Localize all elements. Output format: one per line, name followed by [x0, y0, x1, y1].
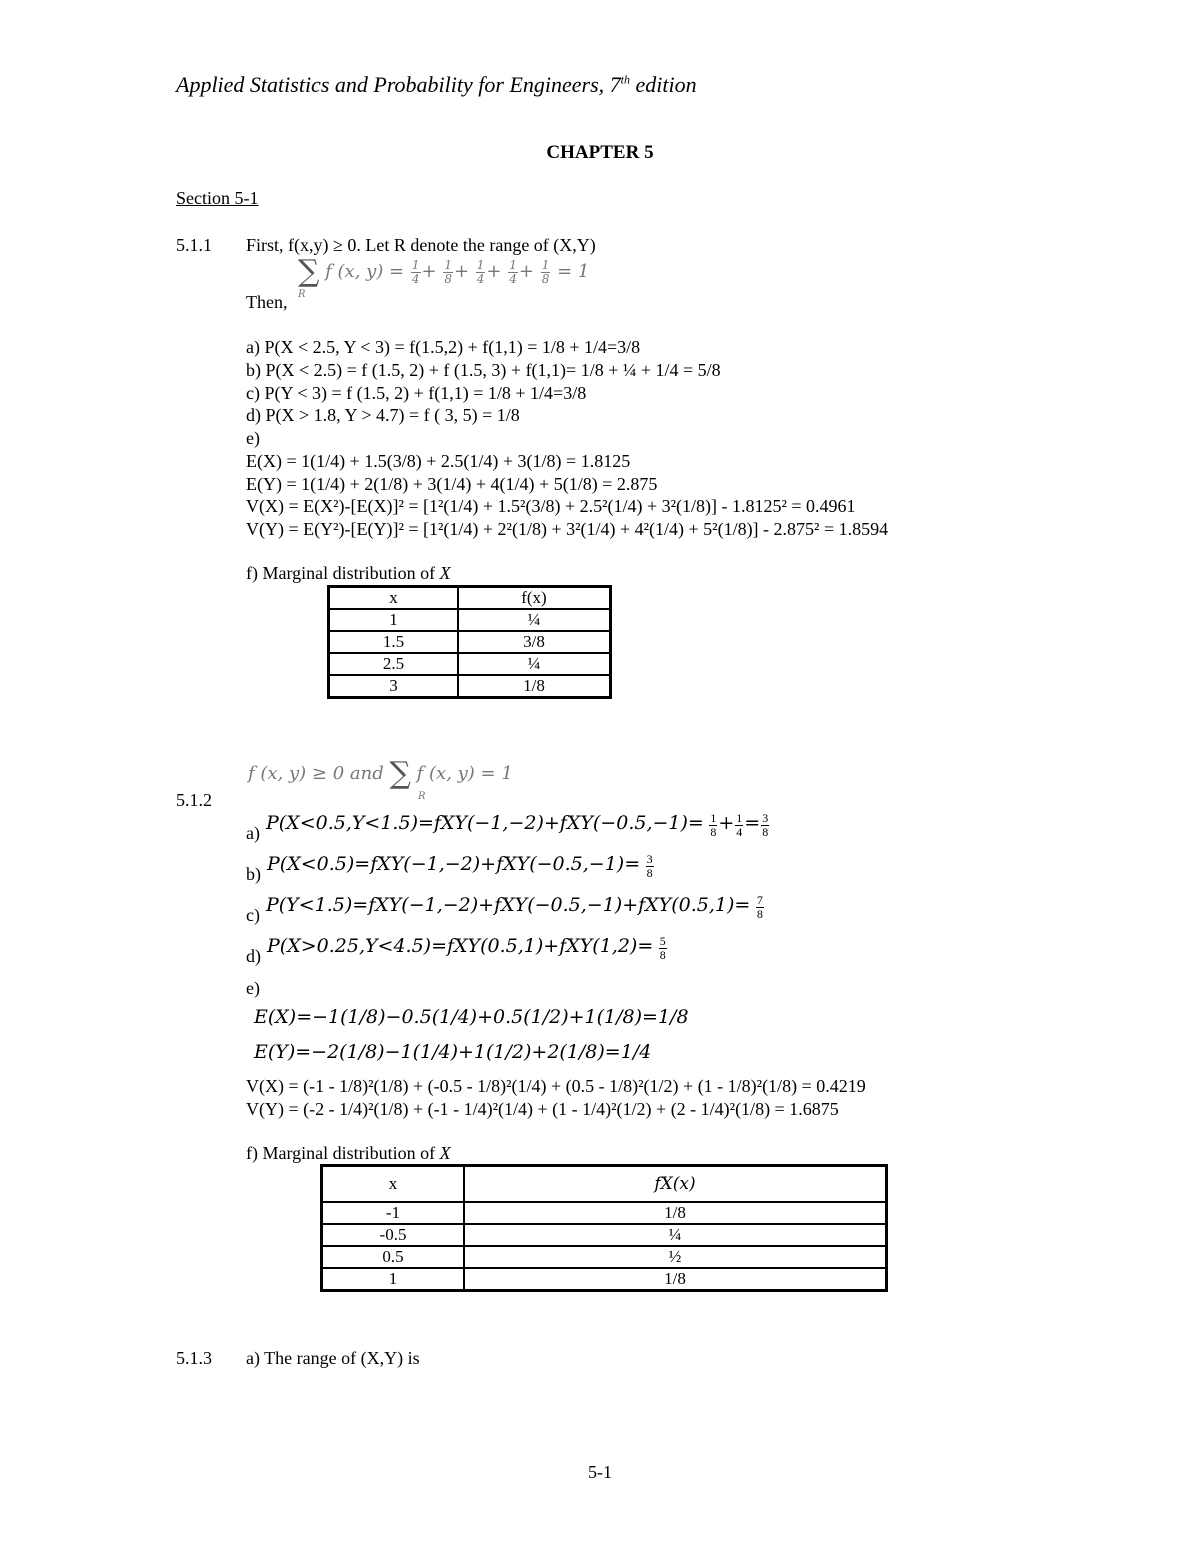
- p511-a: a) P(X < 2.5, Y < 3) = f(1.5,2) + f(1,1) = 1/8 + 1/4=3/8: [246, 337, 641, 357]
- table-cell: 0.5: [322, 1246, 465, 1268]
- table-row: [322, 1268, 887, 1291]
- p512-d: d) P(X>0.25,Y<4.5)=fXY(0.5,1)+fXY(1,2)= $\frac{5}{8}$: [246, 934, 666, 967]
- p512-f-label: f) Marginal distribution of X: [246, 1143, 451, 1163]
- chapter-title: CHAPTER 5: [546, 142, 654, 163]
- table-row: [329, 609, 611, 631]
- p511-f-label: f) Marginal distribution of X: [246, 563, 451, 583]
- p512-vx: V(X) = (-1 - 1/8)²(1/8) + (-0.5 - 1/8)²(1/4) + (0.5 - 1/8)²(1/2) + (1 - 1/8)²(1/8) = 0.4219: [246, 1076, 866, 1096]
- table-cell: ¼: [458, 609, 611, 631]
- table-row: [329, 653, 611, 675]
- marginal-table-5-1-1: [327, 585, 612, 699]
- table-row: [329, 631, 611, 653]
- table-cell: 1.5: [329, 631, 458, 653]
- table-cell: 1: [329, 609, 458, 631]
- p511-b: b) P(X < 2.5) = f (1.5, 2) + f (1.5, 3) + f(1,1)= 1/8 + ¼ + 1/4 = 5/8: [246, 360, 721, 380]
- table-header-cell: f(x): [458, 587, 611, 610]
- table-row: [322, 1202, 887, 1224]
- table-cell: 3/8: [458, 631, 611, 653]
- table-header-cell: fX(x): [464, 1166, 887, 1203]
- p512-a: a) P(X<0.5,Y<1.5)=fXY(−1,−2)+fXY(−0.5,−1)= $\frac{1}{8}$ + $\frac{1}{4}$ = $\frac{3}{8}$: [246, 811, 769, 844]
- table-cell: ½: [464, 1246, 887, 1268]
- problem-number-5-1-1: 5.1.1: [176, 235, 212, 255]
- table-header-row: [322, 1166, 887, 1203]
- table-row: [322, 1224, 887, 1246]
- table-cell: 3: [329, 675, 458, 698]
- p512-c: c) P(Y<1.5)=fXY(−1,−2)+fXY(−0.5,−1)+fXY(0.5,1)= $\frac{7}{8}$: [246, 893, 763, 926]
- p513-text: a) The range of (X,Y) is: [246, 1348, 420, 1368]
- table-header-row: [329, 587, 611, 610]
- problem-number-5-1-2: 5.1.2: [176, 790, 212, 810]
- p511-sum-equation: ∑ R f (x, y) = $\frac{1}{4}$ + $\frac{1}{8}$ + $\frac{1}{4}$ + $\frac{1}{4}$ + $\frac{1}{8}$ = 1: [298, 254, 590, 300]
- table-row: [329, 675, 611, 698]
- p511-ex: E(X) = 1(1/4) + 1.5(3/8) + 2.5(1/4) + 3(1/8) = 1.8125: [246, 451, 631, 471]
- p511-first: First, f(x,y) ≥ 0. Let R denote the range of (X,Y): [246, 235, 596, 255]
- book-title: Applied Statistics and Probability for Engineers, 7th edition: [176, 72, 697, 97]
- page-number: 5-1: [588, 1462, 612, 1482]
- table-cell: 1: [322, 1268, 465, 1291]
- p511-then: Then,: [246, 292, 288, 312]
- problem-number-5-1-3: 5.1.3: [176, 1348, 212, 1368]
- table-cell: 1/8: [464, 1268, 887, 1291]
- table-row: [322, 1246, 887, 1268]
- table-header-cell: x: [329, 587, 458, 610]
- section-heading: Section 5-1: [176, 188, 259, 208]
- p511-vy: V(Y) = E(Y²)-[E(Y)]² = [1²(1/4) + 2²(1/8) + 3²(1/4) + 4²(1/4) + 5²(1/8)] - 2.875² = 1.8594: [246, 519, 889, 539]
- p511-d: d) P(X > 1.8, Y > 4.7) = f ( 3, 5) = 1/8: [246, 405, 520, 425]
- p512-condition: f (x, y) ≥ 0 and ∑ R f (x, y) = 1: [248, 756, 513, 802]
- p512-ex: E(X)=−1(1/8)−0.5(1/4)+0.5(1/2)+1(1/8)=1/8: [254, 1006, 689, 1028]
- table-cell: -0.5: [322, 1224, 465, 1246]
- table-cell: 1/8: [464, 1202, 887, 1224]
- table-header-cell: x: [322, 1166, 465, 1203]
- p511-c: c) P(Y < 3) = f (1.5, 2) + f(1,1) = 1/8 + 1/4=3/8: [246, 383, 587, 403]
- marginal-table-5-1-2: [320, 1164, 888, 1292]
- p512-ey: E(Y)=−2(1/8)−1(1/4)+1(1/2)+2(1/8)=1/4: [254, 1041, 652, 1063]
- table-cell: 1/8: [458, 675, 611, 698]
- p512-vy: V(Y) = (-2 - 1/4)²(1/8) + (-1 - 1/4)²(1/4) + (1 - 1/4)²(1/2) + (2 - 1/4)²(1/8) = 1.6875: [246, 1099, 839, 1119]
- p512-b: b) P(X<0.5)=fXY(−1,−2)+fXY(−0.5,−1)= $\frac{3}{8}$: [246, 852, 653, 885]
- p511-e: e): [246, 428, 260, 448]
- table-cell: -1: [322, 1202, 465, 1224]
- p511-vx: V(X) = E(X²)-[E(X)]² = [1²(1/4) + 1.5²(3/8) + 2.5²(1/4) + 3²(1/8)] - 1.8125² = 0.4961: [246, 496, 856, 516]
- table-cell: 2.5: [329, 653, 458, 675]
- p511-ey: E(Y) = 1(1/4) + 2(1/8) + 3(1/4) + 4(1/4) + 5(1/8) = 2.875: [246, 474, 658, 494]
- table-cell: ¼: [458, 653, 611, 675]
- table-cell: ¼: [464, 1224, 887, 1246]
- p512-e: e): [246, 978, 260, 998]
